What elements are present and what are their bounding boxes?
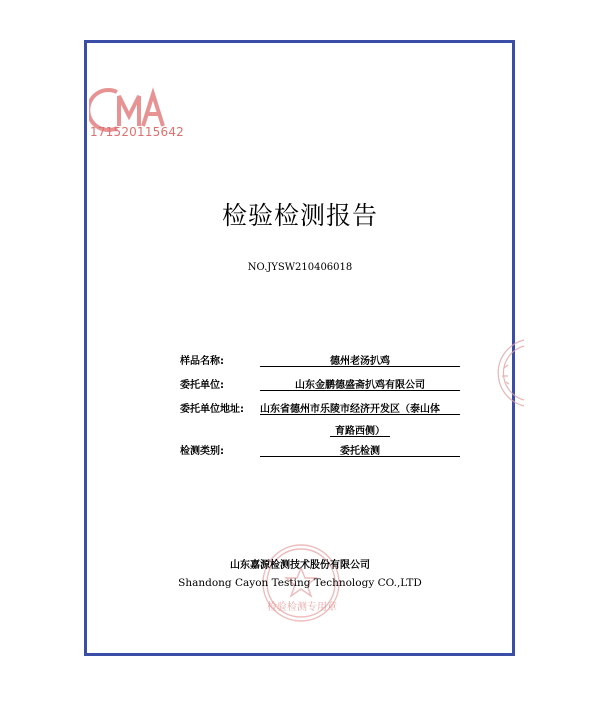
sample-name-value: 德州老汤扒鸡 — [330, 356, 390, 367]
cma-certificate-number: 171520115642 — [90, 125, 185, 139]
test-type-value: 委托检测 — [340, 446, 380, 457]
client-address-label: 委托单位地址: — [180, 404, 244, 415]
sample-name-underline — [260, 366, 460, 367]
client-label: 委托单位: — [180, 380, 224, 391]
side-seal-icon — [484, 338, 524, 408]
client-address-underline-2 — [330, 436, 390, 437]
test-type-label: 检测类别: — [180, 446, 224, 457]
client-address-line2: 育路西侧） — [335, 426, 385, 437]
client-address-line1: 山东省德州市乐陵市经济开发区（泰山体 — [260, 404, 440, 415]
company-name-cn: 山东嘉源检测技术股份有限公司 — [230, 560, 370, 571]
client-address-underline-1 — [260, 414, 460, 415]
client-address-row — [180, 400, 460, 440]
report-title: 检验检测报告 — [221, 201, 378, 230]
test-type-underline — [260, 456, 460, 457]
company-seal-text: 检验检测专用章 — [267, 602, 337, 613]
sample-name-row — [180, 352, 460, 372]
report-number: NO.JYSW210406018 — [247, 262, 353, 273]
client-underline — [260, 390, 460, 391]
company-name-en: Shandong Cayon Testing Technology CO.,LTD — [178, 577, 422, 589]
client-value: 山东金鹏德盛斋扒鸡有限公司 — [295, 380, 425, 391]
client-row — [180, 376, 460, 396]
test-type-row — [180, 442, 460, 462]
sample-name-label: 样品名称: — [180, 356, 224, 367]
